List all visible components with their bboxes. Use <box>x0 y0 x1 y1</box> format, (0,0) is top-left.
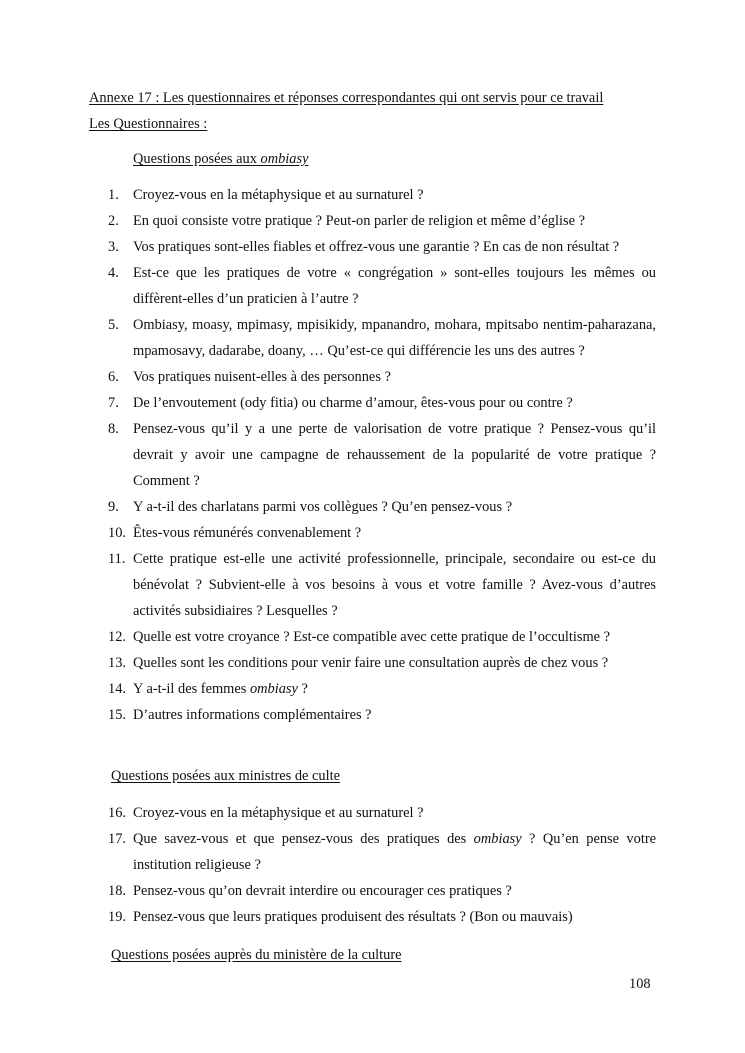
section-heading-ministres: Questions posées aux ministres de culte <box>111 768 341 784</box>
question-item: 12. Quelle est votre croyance ? Est-ce compatible avec cette pratique de l’occultisme ? <box>108 629 611 645</box>
question-item: 17. Que savez-vous et que pensez-vous des pratiques des ombiasy ? Qu’en pense votre institution religieuse ? <box>108 831 656 873</box>
page-number: 108 <box>629 976 651 992</box>
section-heading-culture: Questions posées auprès du ministère de la culture <box>111 947 402 963</box>
questionnaires-subtitle: Les Questionnaires : <box>89 116 208 132</box>
question-item: 1. Croyez-vous en la métaphysique et au surnaturel ? <box>108 187 424 203</box>
section-heading-ombiasy: Questions posées aux ombiasy <box>133 151 309 167</box>
question-item: 4. Est-ce que les pratiques de votre « congrégation » sont-elles toujours les mêmes ou diffèrent-elles d’un praticien à l’autre ? <box>108 265 656 307</box>
question-item: 3. Vos pratiques sont-elles fiables et offrez-vous une garantie ? En cas de non résultat ? <box>108 239 620 255</box>
question-item: 2. En quoi consiste votre pratique ? Peut-on parler de religion et même d’église ? <box>108 213 585 229</box>
question-item: 8. Pensez-vous qu’il y a une perte de valorisation de votre pratique ? Pensez-vous qu’il devrait y avoir une campagne de rehaussement de la popularité de votre pratique ? Comment ? <box>108 421 656 489</box>
question-item: 5. Ombiasy, moasy, mpimasy, mpisikidy, mpanandro, mohara, mpitsabo nentim-paharazana, mpamosavy, dadarabe, doany, … Qu’est-ce qui différencie les uns des autres ? <box>108 317 656 359</box>
question-item: 9. Y a-t-il des charlatans parmi vos collègues ? Qu’en pensez-vous ? <box>108 499 513 515</box>
question-item: 13. Quelles sont les conditions pour venir faire une consultation auprès de chez vous ? <box>108 655 609 671</box>
question-item: 6. Vos pratiques nuisent-elles à des personnes ? <box>108 369 391 385</box>
annex-title: Annexe 17 : Les questionnaires et réponses correspondantes qui ont servis pour ce travail <box>89 90 604 106</box>
question-list-ministres <box>108 800 656 930</box>
question-item: 10. Êtes-vous rémunérés convenablement ? <box>108 525 362 541</box>
question-item: 15. D’autres informations complémentaires ? <box>108 707 372 723</box>
question-item: 14. Y a-t-il des femmes ombiasy ? <box>108 681 308 697</box>
question-item: 19. Pensez-vous que leurs pratiques produisent des résultats ? (Bon ou mauvais) <box>108 909 573 925</box>
question-list-ombiasy <box>108 182 656 728</box>
question-item: 7. De l’envoutement (ody fitia) ou charme d’amour, êtes-vous pour ou contre ? <box>108 395 573 411</box>
question-item: 11. Cette pratique est-elle une activité professionnelle, principale, secondaire ou est-ce du bénévolat ? Subvient-elle à vos besoins à vous et votre famille ? Avez-vous d’autres activités subsidiaires ? Lesquelles ? <box>108 551 656 619</box>
question-item: 18. Pensez-vous qu’on devrait interdire ou encourager ces pratiques ? <box>108 883 512 899</box>
question-item: 16. Croyez-vous en la métaphysique et au surnaturel ? <box>108 805 424 821</box>
